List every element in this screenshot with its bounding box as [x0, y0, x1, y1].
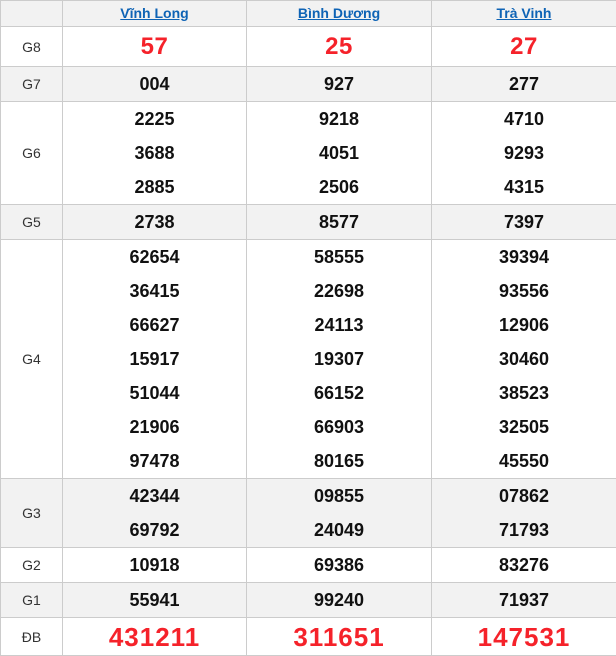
prize-cell: [432, 240, 616, 479]
prize-number: 3688: [63, 136, 246, 170]
prize-number: 58555: [247, 240, 431, 274]
prize-row: [1, 479, 616, 548]
prize-number: 927: [247, 67, 431, 101]
prize-number: 45550: [432, 444, 616, 478]
prize-label: G6: [1, 102, 63, 205]
prize-number: 4710: [432, 102, 616, 136]
prize-cell: [432, 548, 616, 583]
prize-label: G8: [1, 27, 63, 67]
prize-number: 71937: [432, 583, 616, 617]
prize-row: [1, 205, 616, 240]
prize-number: 2885: [63, 170, 246, 204]
prize-cell: [432, 102, 616, 205]
prize-cell: [63, 240, 247, 479]
prize-number: 431211: [63, 620, 246, 654]
prize-cell: [63, 548, 247, 583]
prize-number: 71793: [432, 513, 616, 547]
prize-label: G4: [1, 240, 63, 479]
column-header-cell: [432, 1, 616, 27]
prize-number: 39394: [432, 240, 616, 274]
prize-label: G7: [1, 67, 63, 102]
prize-number: 66627: [63, 308, 246, 342]
prize-number: 09855: [247, 479, 431, 513]
prize-number: 4315: [432, 170, 616, 204]
prize-cell: [432, 583, 616, 618]
prize-label: G3: [1, 479, 63, 548]
prize-cell: [247, 205, 432, 240]
prize-number: 66152: [247, 376, 431, 410]
prize-number: 25: [247, 30, 431, 64]
prize-number: 62654: [63, 240, 246, 274]
prize-number: 38523: [432, 376, 616, 410]
prize-row: [1, 618, 616, 656]
prize-cell: [247, 102, 432, 205]
prize-cell: [63, 583, 247, 618]
prize-number: 277: [432, 67, 616, 101]
column-header-binh-duong[interactable]: Bình Dương: [298, 5, 380, 21]
prize-number: 55941: [63, 583, 246, 617]
prize-number: 24113: [247, 308, 431, 342]
prize-number: 36415: [63, 274, 246, 308]
prize-number: 32505: [432, 410, 616, 444]
prize-number: 80165: [247, 444, 431, 478]
prize-number: 9293: [432, 136, 616, 170]
prize-number: 147531: [432, 620, 616, 654]
prize-cell: [63, 67, 247, 102]
prize-cell: [247, 618, 432, 656]
prize-number: 4051: [247, 136, 431, 170]
prize-number: 97478: [63, 444, 246, 478]
prize-label: G2: [1, 548, 63, 583]
prize-number: 66903: [247, 410, 431, 444]
prize-label: ĐB: [1, 618, 63, 656]
column-header-cell: [247, 1, 432, 27]
prize-row: [1, 240, 616, 479]
column-header-cell: [63, 1, 247, 27]
prize-cell: [247, 548, 432, 583]
prize-number: 30460: [432, 342, 616, 376]
prize-number: 99240: [247, 583, 431, 617]
prize-cell: [247, 479, 432, 548]
prize-cell: [247, 27, 432, 67]
prize-number: 27: [432, 30, 616, 64]
prize-number: 24049: [247, 513, 431, 547]
prize-number: 69386: [247, 548, 431, 582]
prize-cell: [63, 102, 247, 205]
prize-row: [1, 583, 616, 618]
prize-cell: [63, 205, 247, 240]
prize-row: [1, 67, 616, 102]
prize-number: 2738: [63, 205, 246, 239]
prize-number: 9218: [247, 102, 431, 136]
prize-number: 10918: [63, 548, 246, 582]
prize-number: 57: [63, 30, 246, 64]
prize-number: 19307: [247, 342, 431, 376]
prize-cell: [63, 618, 247, 656]
prize-cell: [432, 27, 616, 67]
prize-cell: [432, 205, 616, 240]
prize-number: 7397: [432, 205, 616, 239]
prize-number: 8577: [247, 205, 431, 239]
prize-number: 21906: [63, 410, 246, 444]
prize-cell: [247, 67, 432, 102]
prize-cell: [63, 27, 247, 67]
column-header-vinh-long[interactable]: Vĩnh Long: [120, 5, 188, 21]
prize-number: 07862: [432, 479, 616, 513]
prize-number: 42344: [63, 479, 246, 513]
header-row: [1, 1, 616, 27]
prize-row: [1, 27, 616, 67]
prize-label: G1: [1, 583, 63, 618]
prize-row: [1, 548, 616, 583]
prize-number: 51044: [63, 376, 246, 410]
column-header-tra-vinh[interactable]: Trà Vinh: [497, 5, 552, 21]
prize-number: 2225: [63, 102, 246, 136]
prize-number: 311651: [247, 620, 431, 654]
prize-label: G5: [1, 205, 63, 240]
prize-number: 83276: [432, 548, 616, 582]
prize-number: 12906: [432, 308, 616, 342]
prize-number: 22698: [247, 274, 431, 308]
prize-cell: [63, 479, 247, 548]
prize-number: 15917: [63, 342, 246, 376]
prize-number: 2506: [247, 170, 431, 204]
prize-cell: [432, 67, 616, 102]
corner-cell: [1, 1, 63, 27]
prize-cell: [247, 583, 432, 618]
prize-row: [1, 102, 616, 205]
prize-number: 004: [63, 67, 246, 101]
prize-number: 69792: [63, 513, 246, 547]
prize-cell: [247, 240, 432, 479]
prize-cell: [432, 479, 616, 548]
prize-number: 93556: [432, 274, 616, 308]
prize-cell: [432, 618, 616, 656]
